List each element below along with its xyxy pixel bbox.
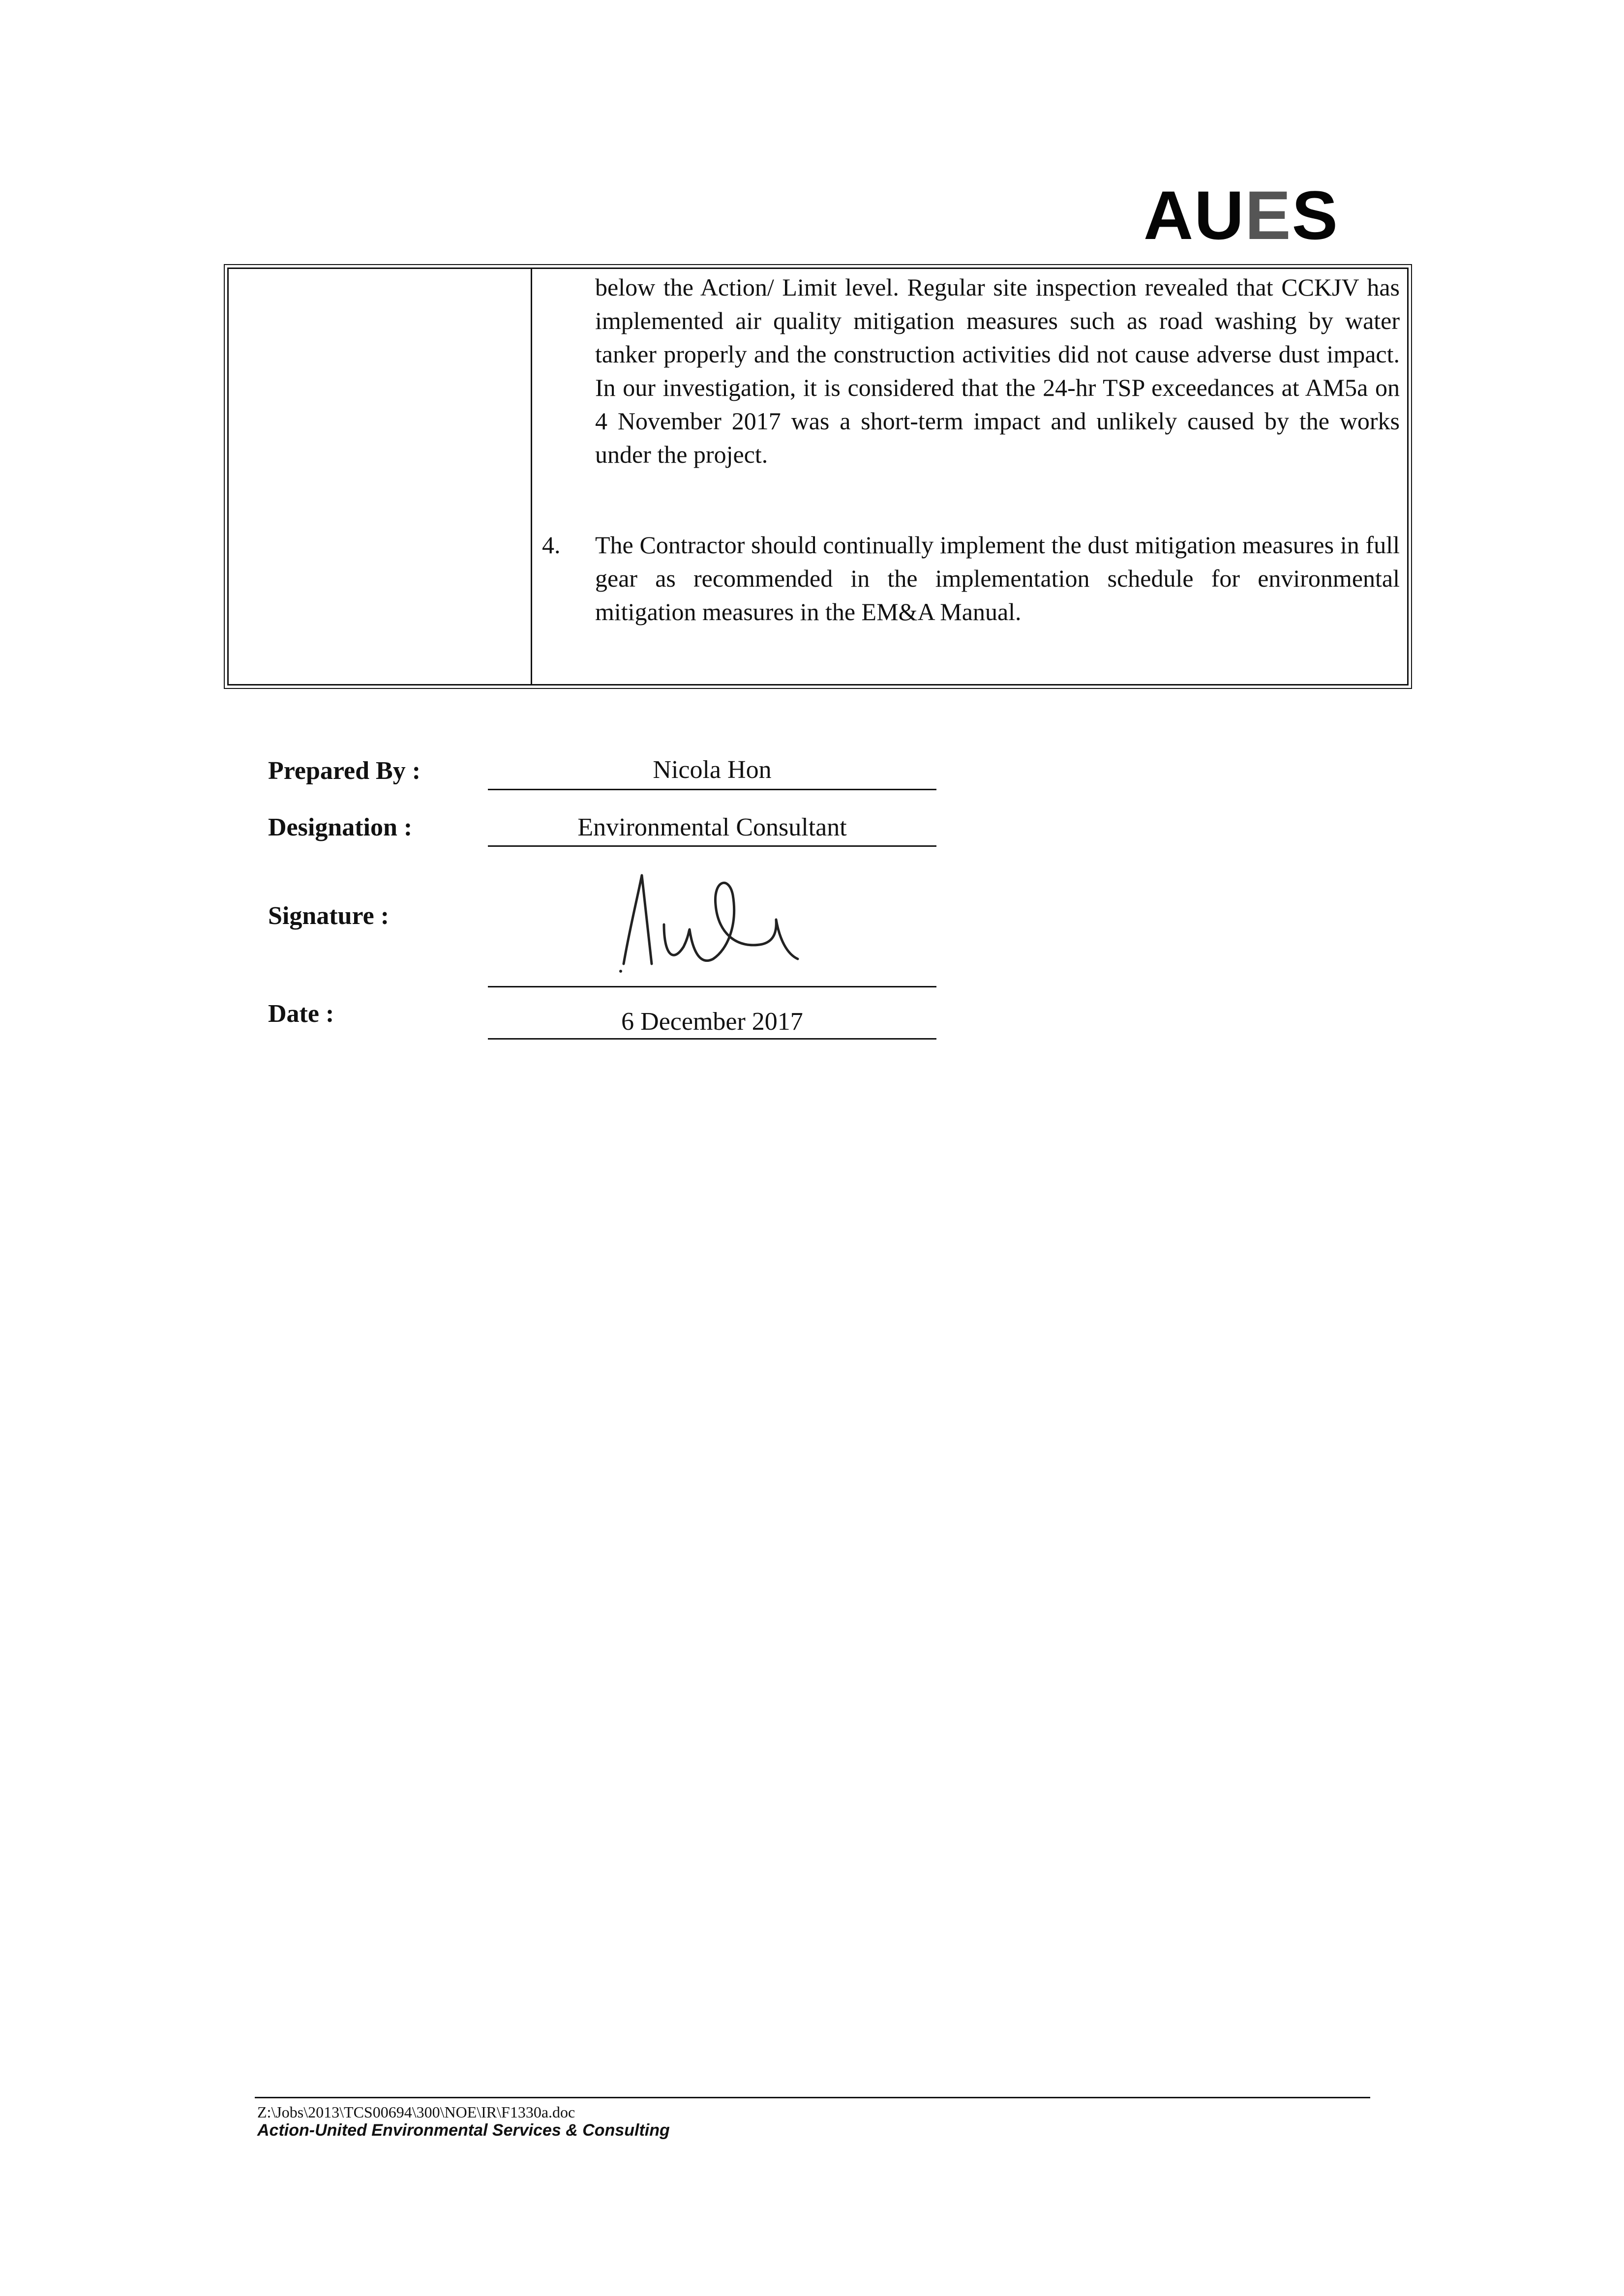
date-value: 6 December 2017	[621, 1008, 803, 1036]
item-number: 4.	[542, 531, 561, 559]
company-logo	[1143, 177, 1339, 254]
logo-au: AU	[1143, 177, 1245, 254]
designation-underline	[488, 845, 936, 847]
signature-label: Signature :	[268, 902, 390, 930]
designation-value: Environmental Consultant	[577, 813, 847, 841]
table-column-divider	[531, 269, 532, 684]
logo-e: E	[1245, 177, 1292, 254]
handwritten-signature	[615, 865, 821, 979]
logo-s: S	[1292, 177, 1339, 254]
footer-rule	[255, 2097, 1370, 2098]
footer-company: Action-United Environmental Services & Consulting	[257, 2121, 670, 2140]
prepared-by-value: Nicola Hon	[653, 756, 772, 784]
designation-label: Designation :	[268, 813, 413, 841]
date-underline	[488, 1038, 936, 1040]
prepared-by-underline	[488, 789, 936, 790]
item-text: The Contractor should continually implement the dust mitigation measures in full gear as recommended in the implementation schedule for environmental mitigation measures in the EM&A Manual.	[595, 531, 1400, 626]
paragraph-continued: below the Action/ Limit level. Regular site inspection revealed that CCKJV has implemented air quality mitigation measures such as road washing by water tanker properly and the construction activities did not cause adverse dust impact. In our investigation, it is considered that the 24-hr TSP exceedances at AM5a on 4 November 2017 was a short-term impact and unlikely caused by the works under the project.	[595, 273, 1400, 468]
signature-underline	[488, 986, 936, 987]
prepared-by-label: Prepared By :	[268, 757, 421, 785]
date-label: Date :	[268, 1000, 334, 1028]
footer-file-path: Z:\Jobs\2013\TCS00694\300\NOE\IR\F1330a.doc	[257, 2103, 575, 2121]
